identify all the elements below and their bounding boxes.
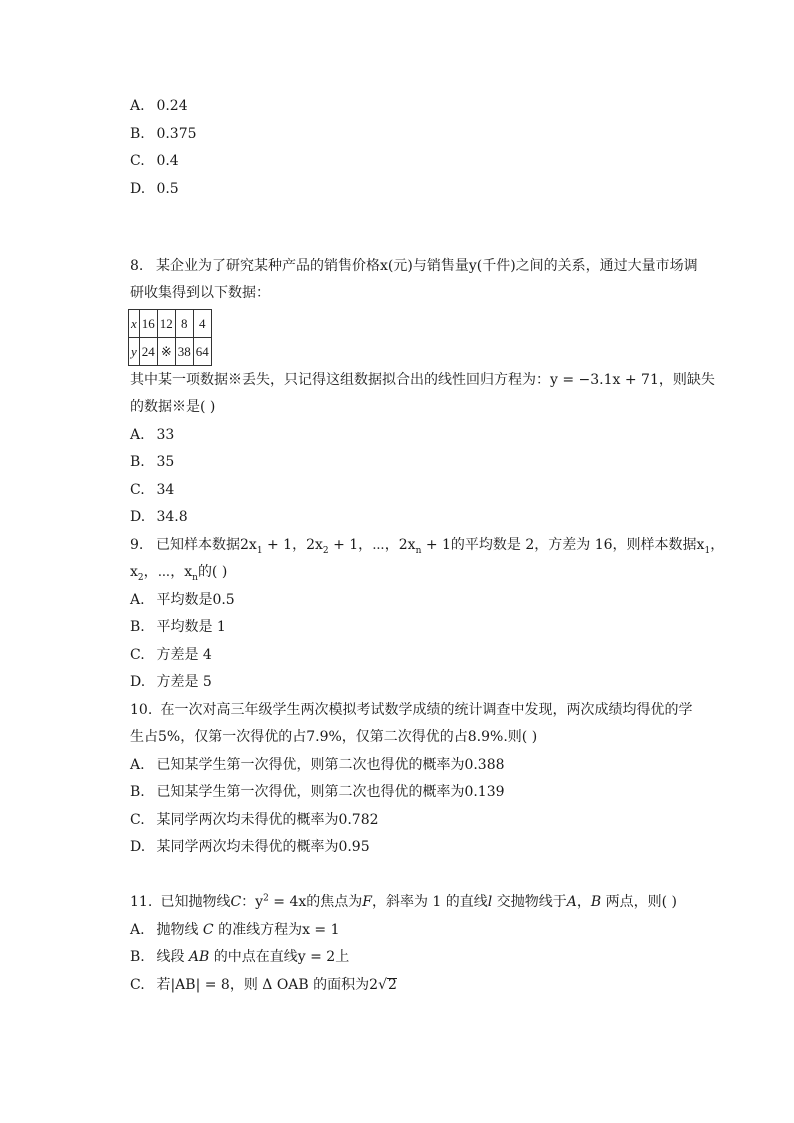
- q10-option-d: D. 某同学两次均未得优的概率为0.95: [130, 839, 370, 855]
- q7-option-a: A. 0.24: [130, 98, 188, 114]
- q10-stem-line2: 生占5%，仅第一次得优的占7.9%，仅第二次得优的占8.9%.则( ): [130, 729, 538, 745]
- q9-option-d: D. 方差是 5: [130, 674, 212, 690]
- q9-option-c: C. 方差是 4: [130, 647, 212, 663]
- q10-option-c: C. 某同学两次均未得优的概率为0.782: [130, 812, 379, 828]
- q11-option-c: C. 若|AB| = 8，则 Δ OAB 的面积为2√2: [130, 977, 397, 993]
- table-cell: y: [129, 338, 140, 366]
- sqrt-symbol: √2: [378, 977, 397, 993]
- q8-option-d: D. 34.8: [130, 509, 188, 525]
- q11-option-a: A. 抛物线 C 的准线方程为x = 1: [130, 922, 340, 938]
- q7-option-d: D. 0.5: [130, 181, 179, 197]
- q9-stem-line1: 9. 已知样本数据$2x_1 + 1$，$2x_2 + 1$，⋯，$2x_n + 1$的平均数是 2，方差为 16，则样本数据$x_1$，: [130, 537, 725, 556]
- q8-option-c: C. 34: [130, 482, 175, 498]
- q8-data-table: [128, 309, 212, 366]
- table-cell: 64: [193, 338, 211, 366]
- q7-option-c: C. 0.4: [130, 153, 179, 169]
- table-cell: 4: [193, 310, 211, 338]
- table-row-y: [129, 338, 212, 366]
- table-cell: 38: [175, 338, 193, 366]
- q11-option-b: B. 线段 AB 的中点在直线y = 2上: [130, 949, 350, 965]
- q8-stem-line3: 其中某一项数据※丢失，只记得这组数据拟合出的线性回归方程为：y = −3.1x + 71，则缺失: [130, 372, 715, 388]
- q9-option-a: A. 平均数是0.5: [130, 592, 235, 608]
- q8-stem-line1: 8. 某企业为了研究某种产品的销售价格x(元)与销售量y(千件)之间的关系，通过大量市场调: [130, 258, 698, 274]
- q10-option-a: A. 已知某学生第一次得优，则第二次也得优的概率为0.388: [130, 757, 505, 773]
- table-cell: x: [129, 310, 140, 338]
- table-cell: 12: [157, 310, 175, 338]
- q8-option-a: A. 33: [130, 427, 175, 443]
- table-row-x: [129, 310, 212, 338]
- q9-stem-line2: $x_2$，⋯，$x_n$的( ): [130, 564, 228, 583]
- q7-option-b: B. 0.375: [130, 126, 197, 142]
- q8-option-b: B. 35: [130, 454, 175, 470]
- table-cell: 24: [139, 338, 157, 366]
- q11-stem: 11. 已知抛物线C：$y^2 = 4x$的焦点为F，斜率为 1 的直线l 交抛物线于A，B 两点，则( ): [130, 893, 677, 910]
- table-cell: 8: [175, 310, 193, 338]
- q10-stem-line1: 10. 在一次对高三年级学生两次模拟考试数学成绩的统计调查中发现，两次成绩均得优的学: [130, 702, 693, 718]
- q8-stem-line2: 研收集得到以下数据：: [130, 285, 270, 301]
- q8-stem-line4: 的数据※是( ): [130, 399, 216, 415]
- table-cell: 16: [139, 310, 157, 338]
- q9-option-b: B. 平均数是 1: [130, 619, 226, 635]
- q10-option-b: B. 已知某学生第一次得优，则第二次也得优的概率为0.139: [130, 784, 505, 800]
- table-cell: ※: [157, 338, 175, 366]
